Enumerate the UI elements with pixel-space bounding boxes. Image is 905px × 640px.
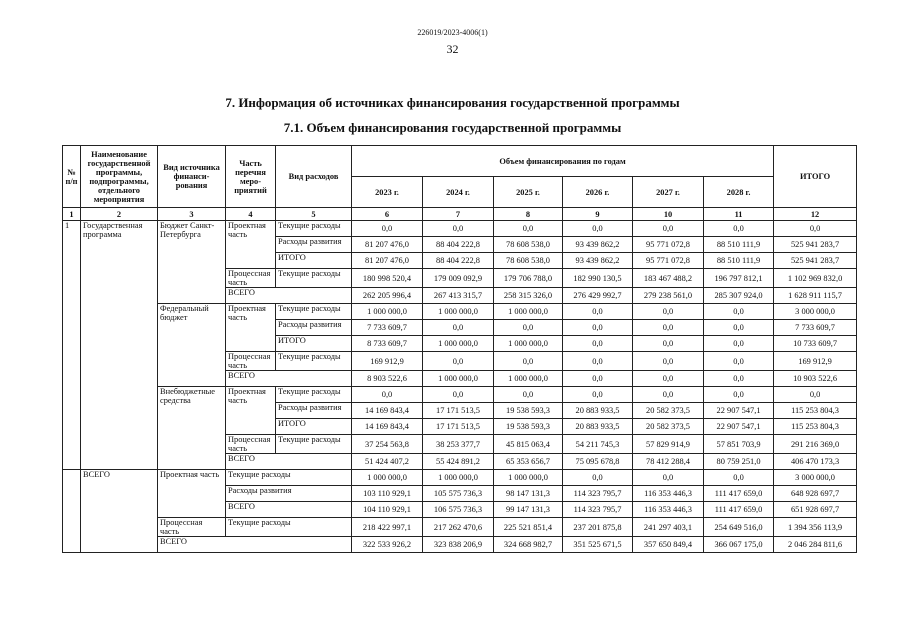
year-value-cell: 0,0	[704, 371, 774, 387]
header-expense-type: Вид расходов	[276, 146, 352, 208]
header-num: № п/п	[63, 146, 81, 208]
year-value-cell: 0,0	[633, 304, 704, 320]
source-name: Федеральный бюджет	[158, 304, 226, 387]
year-value-cell: 54 211 745,3	[563, 435, 633, 454]
year-value-cell: 357 650 849,4	[633, 537, 704, 553]
year-value-cell: 75 095 678,8	[563, 454, 633, 470]
total-value-cell: 3 000 000,0	[774, 470, 857, 486]
year-value-cell: 0,0	[633, 371, 704, 387]
year-value-cell: 225 521 851,4	[494, 518, 563, 537]
column-index-row	[63, 208, 857, 221]
expense-type: ИТОГО	[276, 336, 352, 352]
source-name: Бюджет Санкт-Петербурга	[158, 221, 226, 304]
year-value-cell: 111 417 659,0	[704, 502, 774, 518]
part-name: Процессная часть	[226, 269, 276, 288]
year-value-cell: 38 253 377,7	[423, 435, 494, 454]
year-value-cell: 95 771 072,8	[633, 237, 704, 253]
year-value-cell: 105 575 736,3	[423, 486, 494, 502]
year-value-cell: 114 323 795,7	[563, 502, 633, 518]
year-value-cell: 106 575 736,3	[423, 502, 494, 518]
table-row	[63, 387, 857, 403]
year-value-cell: 324 668 982,7	[494, 537, 563, 553]
year-value-cell: 103 110 929,1	[352, 486, 423, 502]
year-value-cell: 217 262 470,6	[423, 518, 494, 537]
year-value-cell: 0,0	[494, 221, 563, 237]
year-value-cell: 0,0	[704, 336, 774, 352]
year-value-cell: 0,0	[633, 336, 704, 352]
column-index: 12	[774, 208, 857, 221]
year-value-cell: 55 424 891,2	[423, 454, 494, 470]
year-value-cell: 95 771 072,8	[633, 253, 704, 269]
year-value-cell: 93 439 862,2	[563, 253, 633, 269]
column-index: 1	[63, 208, 81, 221]
year-value-cell: 22 907 547,1	[704, 419, 774, 435]
year-value-cell: 0,0	[704, 470, 774, 486]
year-value-cell: 1 000 000,0	[423, 470, 494, 486]
year-value-cell: 14 169 843,4	[352, 403, 423, 419]
expense-type: ИТОГО	[276, 253, 352, 269]
year-value-cell: 1 000 000,0	[352, 470, 423, 486]
expense-type: Текущие расходы	[226, 518, 352, 537]
section-title: 7. Информация об источниках финансирования государственной программы	[225, 95, 680, 110]
expense-type: Расходы развития	[226, 486, 352, 502]
year-value-cell: 0,0	[563, 387, 633, 403]
column-index: 11	[704, 208, 774, 221]
year-value-cell: 80 759 251,0	[704, 454, 774, 470]
total-value-cell: 648 928 697,7	[774, 486, 857, 502]
total-value-cell: 115 253 804,3	[774, 403, 857, 419]
column-index: 9	[563, 208, 633, 221]
part-name: Проектная часть	[158, 470, 226, 518]
year-value-cell: 285 307 924,0	[704, 288, 774, 304]
year-value-cell: 218 422 997,1	[352, 518, 423, 537]
year-value-cell: 0,0	[633, 387, 704, 403]
total-value-cell: 291 216 369,0	[774, 435, 857, 454]
year-value-cell: 179 009 092,9	[423, 269, 494, 288]
total-value-cell: 115 253 804,3	[774, 419, 857, 435]
header-year: 2027 г.	[633, 177, 704, 208]
year-value-cell: 179 706 788,0	[494, 269, 563, 288]
part-name: Процессная часть	[226, 435, 276, 454]
year-value-cell: 0,0	[704, 304, 774, 320]
year-value-cell: 51 424 407,2	[352, 454, 423, 470]
year-value-cell: 57 851 703,9	[704, 435, 774, 454]
year-value-cell: 19 538 593,3	[494, 403, 563, 419]
year-value-cell: 183 467 488,2	[633, 269, 704, 288]
year-value-cell: 7 733 609,7	[352, 320, 423, 336]
year-value-cell: 0,0	[423, 221, 494, 237]
row-number: 1	[63, 221, 81, 470]
year-value-cell: 0,0	[423, 352, 494, 371]
year-value-cell: 88 404 222,8	[423, 253, 494, 269]
year-value-cell: 57 829 914,9	[633, 435, 704, 454]
total-value-cell: 2 046 284 811,6	[774, 537, 857, 553]
year-value-cell: 116 353 446,3	[633, 486, 704, 502]
expense-type: Текущие расходы	[276, 387, 352, 403]
year-value-cell: 20 883 933,5	[563, 419, 633, 435]
year-value-cell: 196 797 812,1	[704, 269, 774, 288]
year-value-cell: 78 412 288,4	[633, 454, 704, 470]
year-value-cell: 81 207 476,0	[352, 253, 423, 269]
year-value-cell: 366 067 175,0	[704, 537, 774, 553]
year-value-cell: 0,0	[563, 320, 633, 336]
year-value-cell: 322 533 926,2	[352, 537, 423, 553]
year-value-cell: 0,0	[704, 387, 774, 403]
year-value-cell: 237 201 875,8	[563, 518, 633, 537]
year-value-cell: 0,0	[704, 320, 774, 336]
total-value-cell: 1 394 356 113,9	[774, 518, 857, 537]
year-value-cell: 8 733 609,7	[352, 336, 423, 352]
year-value-cell: 104 110 929,1	[352, 502, 423, 518]
year-value-cell: 0,0	[423, 320, 494, 336]
year-value-cell: 17 171 513,5	[423, 419, 494, 435]
year-value-cell: 20 582 373,5	[633, 419, 704, 435]
header-part: Часть перечня меро-приятий	[226, 146, 276, 208]
year-value-cell: 0,0	[563, 371, 633, 387]
year-value-cell: 169 912,9	[352, 352, 423, 371]
year-value-cell: 0,0	[563, 352, 633, 371]
part-name: Проектная часть	[226, 304, 276, 352]
program-name: Государственная программа	[81, 221, 158, 470]
year-value-cell: 182 990 130,5	[563, 269, 633, 288]
subtotal-label: ВСЕГО	[226, 454, 352, 470]
year-value-cell: 241 297 403,1	[633, 518, 704, 537]
expense-type: Текущие расходы	[276, 221, 352, 237]
year-value-cell: 1 000 000,0	[352, 304, 423, 320]
header-year: 2023 г.	[352, 177, 423, 208]
year-value-cell: 279 238 561,0	[633, 288, 704, 304]
grand-total-num	[63, 470, 81, 553]
year-value-cell: 0,0	[423, 387, 494, 403]
year-value-cell: 0,0	[494, 387, 563, 403]
year-value-cell: 111 417 659,0	[704, 486, 774, 502]
total-value-cell: 3 000 000,0	[774, 304, 857, 320]
year-value-cell: 1 000 000,0	[494, 336, 563, 352]
expense-type: Текущие расходы	[276, 352, 352, 371]
expense-type: Текущие расходы	[276, 269, 352, 288]
subsection-title: 7.1. Объем финансирования государственной программы	[283, 120, 622, 135]
header-year: 2026 г.	[563, 177, 633, 208]
column-index: 8	[494, 208, 563, 221]
year-value-cell: 0,0	[563, 221, 633, 237]
total-value-cell: 10 903 522,6	[774, 371, 857, 387]
total-value-cell: 10 733 609,7	[774, 336, 857, 352]
year-value-cell: 114 323 795,7	[563, 486, 633, 502]
year-value-cell: 14 169 843,4	[352, 419, 423, 435]
year-value-cell: 1 000 000,0	[423, 304, 494, 320]
year-value-cell: 0,0	[633, 470, 704, 486]
expense-type: Текущие расходы	[276, 304, 352, 320]
year-value-cell: 45 815 063,4	[494, 435, 563, 454]
column-index: 2	[81, 208, 158, 221]
year-value-cell: 0,0	[563, 336, 633, 352]
header-year: 2028 г.	[704, 177, 774, 208]
year-value-cell: 1 000 000,0	[423, 371, 494, 387]
year-value-cell: 8 903 522,6	[352, 371, 423, 387]
year-value-cell: 1 000 000,0	[423, 336, 494, 352]
subtotal-label: ВСЕГО	[226, 288, 352, 304]
source-name: Внебюджетные средства	[158, 387, 226, 470]
year-value-cell: 20 582 373,5	[633, 403, 704, 419]
total-value-cell: 1 628 911 115,7	[774, 288, 857, 304]
subtotal-label: ВСЕГО	[226, 371, 352, 387]
expense-type: Расходы развития	[276, 237, 352, 253]
part-name: Процессная часть	[158, 518, 226, 537]
year-value-cell: 0,0	[704, 352, 774, 371]
year-value-cell: 0,0	[704, 221, 774, 237]
expense-type: Текущие расходы	[276, 435, 352, 454]
expense-type: Расходы развития	[276, 320, 352, 336]
year-value-cell: 0,0	[633, 352, 704, 371]
column-index: 4	[226, 208, 276, 221]
grand-total-label: ВСЕГО	[81, 470, 158, 553]
year-value-cell: 323 838 206,9	[423, 537, 494, 553]
table-row	[63, 537, 857, 553]
year-value-cell: 78 608 538,0	[494, 253, 563, 269]
year-value-cell: 37 254 563,8	[352, 435, 423, 454]
year-value-cell: 276 429 992,7	[563, 288, 633, 304]
part-name: Проектная часть	[226, 221, 276, 269]
total-value-cell: 0,0	[774, 387, 857, 403]
document-id: 226019/2023-4006(1)	[417, 28, 488, 37]
year-value-cell: 65 353 656,7	[494, 454, 563, 470]
expense-type: Расходы развития	[276, 403, 352, 419]
year-value-cell: 17 171 513,5	[423, 403, 494, 419]
total-value-cell: 525 941 283,7	[774, 237, 857, 253]
year-value-cell: 1 000 000,0	[494, 304, 563, 320]
year-value-cell: 0,0	[563, 470, 633, 486]
year-value-cell: 1 000 000,0	[494, 470, 563, 486]
year-value-cell: 1 000 000,0	[494, 371, 563, 387]
expense-type: Текущие расходы	[226, 470, 352, 486]
page-number: 32	[446, 42, 459, 56]
header-year: 2024 г.	[423, 177, 494, 208]
year-value-cell: 0,0	[352, 221, 423, 237]
year-value-cell: 0,0	[633, 320, 704, 336]
year-value-cell: 258 315 326,0	[494, 288, 563, 304]
table-row	[63, 518, 857, 537]
expense-type: ИТОГО	[276, 419, 352, 435]
grand-total-row-label: ВСЕГО	[158, 537, 352, 553]
part-name: Проектная часть	[226, 387, 276, 435]
year-value-cell: 267 413 315,7	[423, 288, 494, 304]
table-row	[63, 304, 857, 320]
year-value-cell: 0,0	[494, 320, 563, 336]
header-volume: Объем финансирования по годам	[352, 146, 774, 177]
year-value-cell: 116 353 446,3	[633, 502, 704, 518]
year-value-cell: 99 147 131,3	[494, 502, 563, 518]
table-row	[63, 221, 857, 237]
header-total: ИТОГО	[774, 146, 857, 208]
year-value-cell: 254 649 516,0	[704, 518, 774, 537]
year-value-cell: 351 525 671,5	[563, 537, 633, 553]
part-name: Процессная часть	[226, 352, 276, 371]
subtotal-label: ВСЕГО	[226, 502, 352, 518]
year-value-cell: 0,0	[563, 304, 633, 320]
total-value-cell: 525 941 283,7	[774, 253, 857, 269]
financing-table	[62, 145, 857, 553]
table-row	[63, 470, 857, 486]
year-value-cell: 98 147 131,3	[494, 486, 563, 502]
total-value-cell: 169 912,9	[774, 352, 857, 371]
total-value-cell: 1 102 969 832,0	[774, 269, 857, 288]
year-value-cell: 88 404 222,8	[423, 237, 494, 253]
year-value-cell: 22 907 547,1	[704, 403, 774, 419]
header-year: 2025 г.	[494, 177, 563, 208]
year-value-cell: 88 510 111,9	[704, 237, 774, 253]
year-value-cell: 0,0	[352, 387, 423, 403]
year-value-cell: 180 998 520,4	[352, 269, 423, 288]
header-name: Наименование государственной программы, подпрограммы, отдельного мероприятия	[81, 146, 158, 208]
year-value-cell: 93 439 862,2	[563, 237, 633, 253]
year-value-cell: 20 883 933,5	[563, 403, 633, 419]
column-index: 3	[158, 208, 226, 221]
column-index: 5	[276, 208, 352, 221]
table-header-row	[63, 146, 857, 177]
total-value-cell: 406 470 173,3	[774, 454, 857, 470]
total-value-cell: 651 928 697,7	[774, 502, 857, 518]
header-source: Вид источника финанси-рования	[158, 146, 226, 208]
column-index: 6	[352, 208, 423, 221]
year-value-cell: 0,0	[633, 221, 704, 237]
year-value-cell: 0,0	[494, 352, 563, 371]
column-index: 10	[633, 208, 704, 221]
year-value-cell: 88 510 111,9	[704, 253, 774, 269]
year-value-cell: 262 205 996,4	[352, 288, 423, 304]
column-index: 7	[423, 208, 494, 221]
year-value-cell: 19 538 593,3	[494, 419, 563, 435]
year-value-cell: 81 207 476,0	[352, 237, 423, 253]
total-value-cell: 0,0	[774, 221, 857, 237]
year-value-cell: 78 608 538,0	[494, 237, 563, 253]
total-value-cell: 7 733 609,7	[774, 320, 857, 336]
